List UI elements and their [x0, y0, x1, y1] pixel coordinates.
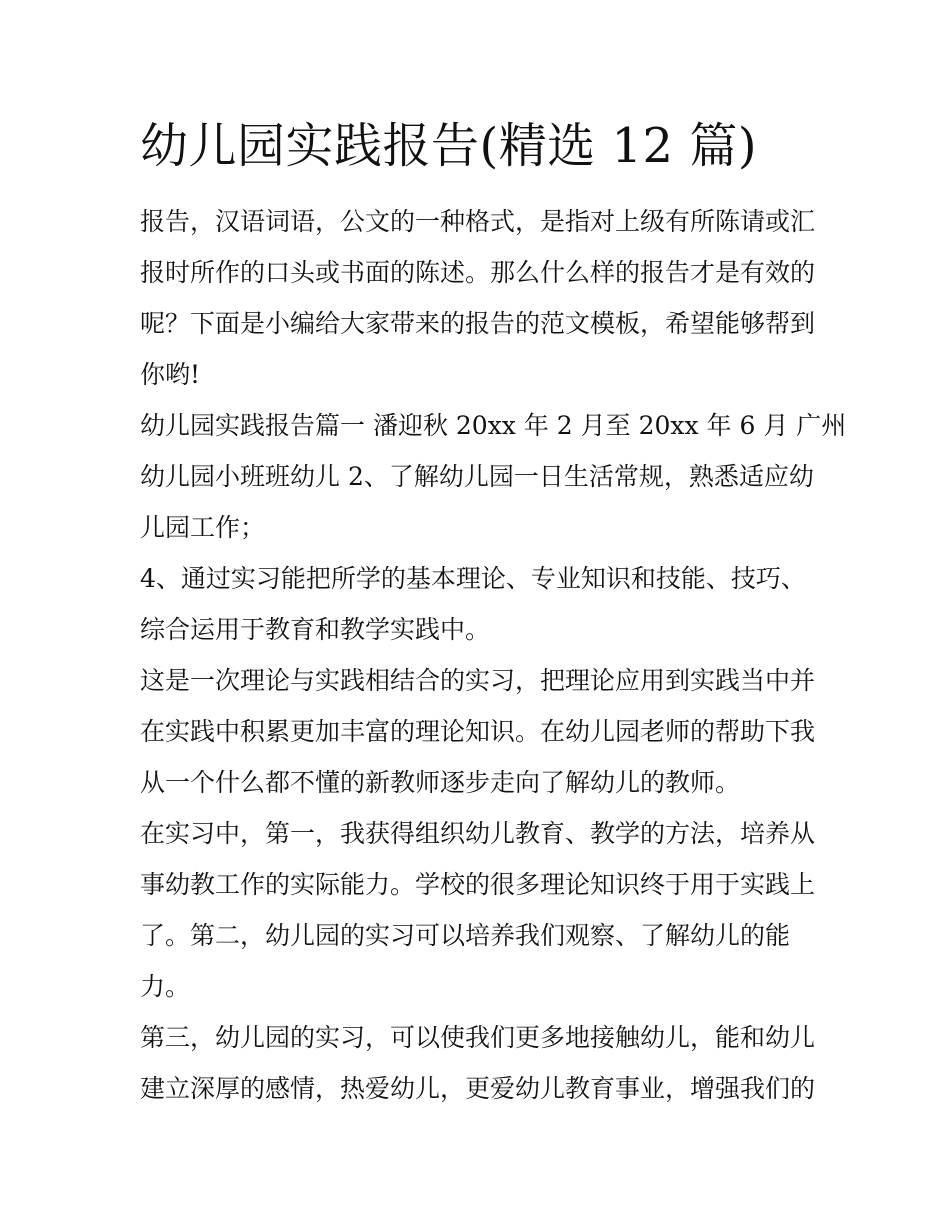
text-line: 建立深厚的感情，热爱幼儿，更爱幼儿教育事业，增强我们的 — [140, 1074, 816, 1103]
text-line: 幼儿园小班班幼儿 2、了解幼儿园一日生活常规，熟悉适应幼 — [140, 462, 814, 491]
document-title: 幼儿园实践报告(精选 12 篇) — [140, 118, 758, 174]
text-line: 在实习中，第一，我获得组织幼儿教育、教学的方法，培养从 — [140, 819, 816, 848]
text-line: 儿园工作； — [140, 513, 266, 542]
text-line: 这是一次理论与实践相结合的实习，把理论应用到实践当中并 — [140, 666, 816, 695]
paragraph-item-four — [140, 553, 820, 655]
paragraph-first-second — [140, 808, 820, 1012]
text-line: 综合运用于教育和教学实践中。 — [140, 615, 491, 644]
paragraph-intro — [140, 196, 820, 400]
text-line: 报告，汉语词语，公文的一种格式，是指对上级有所陈请或汇 — [140, 207, 816, 236]
paragraph-theory-practice — [140, 655, 820, 808]
text-line: 事幼教工作的实际能力。学校的很多理论知识终于用于实践上 — [140, 870, 816, 899]
text-line: 从一个什么都不懂的新教师逐步走向了解幼儿的教师。 — [140, 768, 741, 797]
text-line: 4、通过实习能把所学的基本理论、专业知识和技能、技巧、 — [140, 564, 806, 593]
text-line: 报时所作的口头或书面的陈述。那么什么样的报告才是有效的 — [140, 258, 816, 287]
text-line: 力。 — [140, 972, 191, 1001]
text-line: 幼儿园实践报告篇一 潘迎秋 20xx 年 2 月至 20xx 年 6 月 广州 — [140, 411, 847, 440]
document-body — [140, 196, 847, 1114]
paragraph-third — [140, 1012, 820, 1114]
text-line: 呢？下面是小编给大家带来的报告的范文模板，希望能够帮到 — [140, 309, 816, 338]
paragraph-report-one — [140, 400, 847, 553]
text-line: 第三，幼儿园的实习，可以使我们更多地接触幼儿，能和幼儿 — [140, 1023, 816, 1052]
text-line: 在实践中积累更加丰富的理论知识。在幼儿园老师的帮助下我 — [140, 717, 816, 746]
text-line: 你哟! — [140, 360, 201, 389]
text-line: 了。第二，幼儿园的实习可以培养我们观察、了解幼儿的能 — [140, 921, 791, 950]
